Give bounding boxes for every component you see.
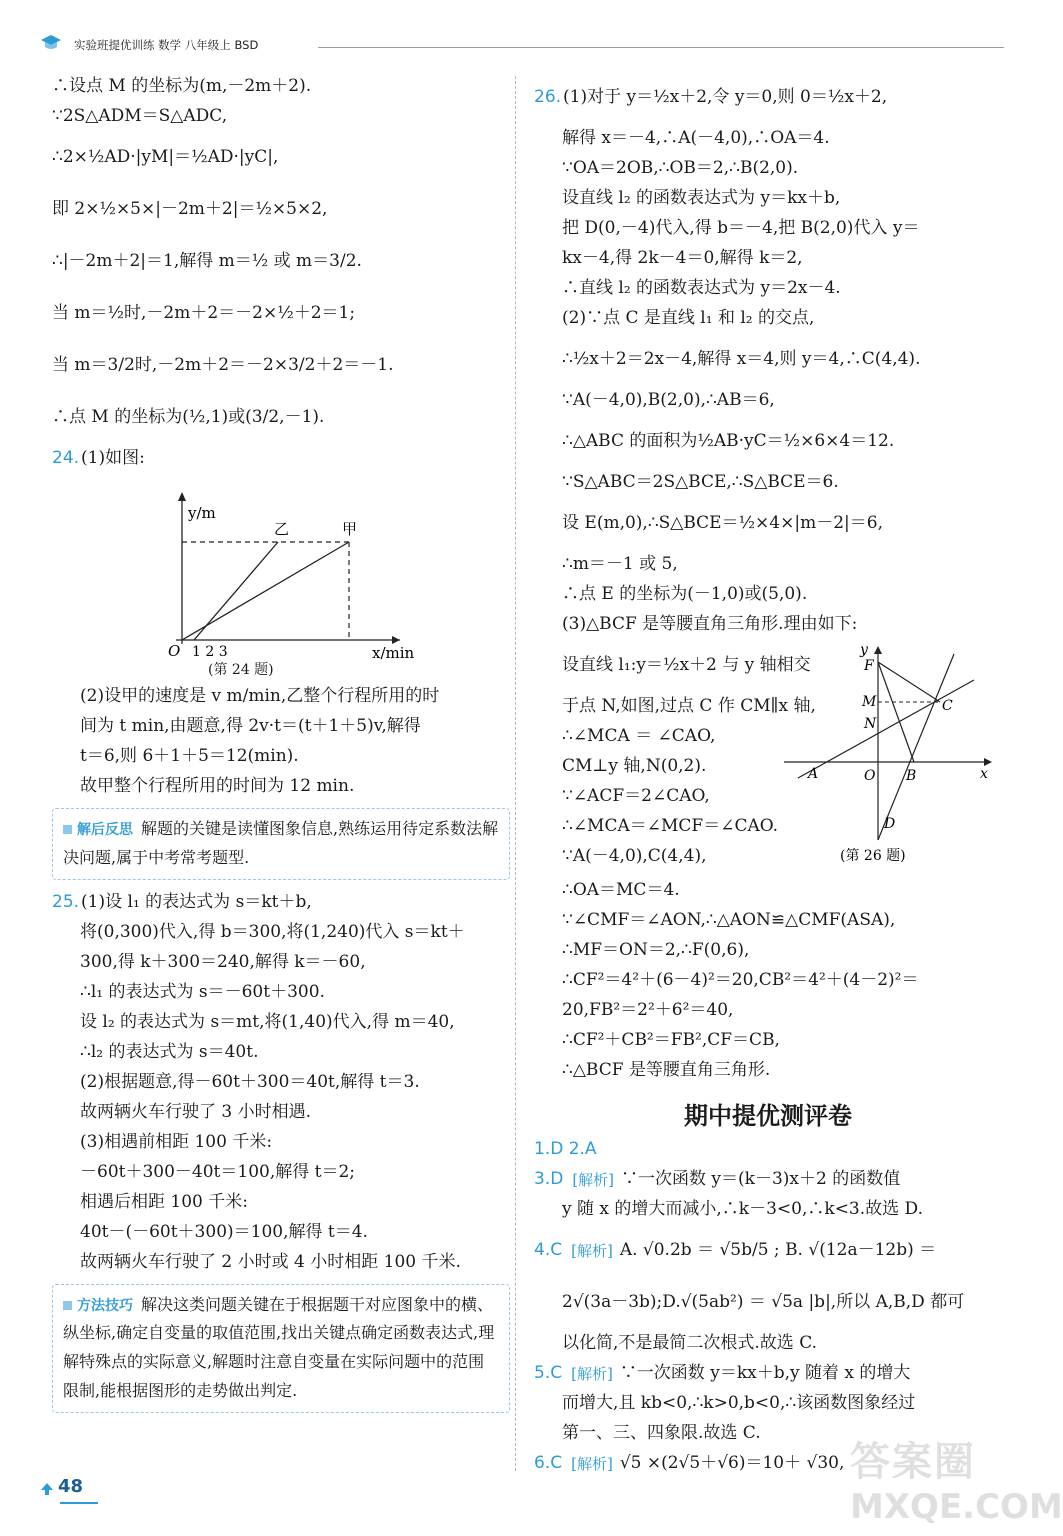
q26-line: 于点 N,如图,过点 C 作 CM∥x 轴, [562,696,816,717]
y-axis-arrow [178,492,186,501]
y-axis-arrow [874,646,882,654]
analysis-tag: [解析] [571,1364,613,1383]
header-rule [318,47,1004,48]
answer-text: ∵一次函数 y＝(k－3)x＋2 的函数值 [621,1169,901,1190]
q26-line: ∵A(－4,0),B(2,0),∴AB＝6, [562,390,775,411]
tick-labels: 1 2 3 [192,644,228,660]
answer-number: 1.D 2.A [534,1139,597,1160]
solution-line: 当 m＝½时,－2m＋2＝－2×½＋2＝1; [52,303,356,324]
q25-line: 故两辆火车行驶了 3 小时相遇. [80,1101,312,1122]
q26-line: ∴∠MCA ＝ ∠CAO, [562,726,716,747]
method-tag: 方法技巧 [63,1298,133,1314]
answer-number: 4.C [534,1240,563,1261]
reflection-note [52,808,510,880]
reflection-tag: 解后反思 [63,822,133,838]
solution-line: 即 2×½×5×|－2m＋2|＝½×5×2, [52,199,328,220]
q25-line: 设 l₂ 的表达式为 s＝mt,将(1,40)代入,得 m＝40, [80,1011,455,1032]
question-24 [52,444,510,474]
graduation-cap-icon [40,34,62,52]
figure-26-caption: (第 26 题) [840,848,906,864]
figure-24 [52,474,510,660]
q25-line: 故两辆火车行驶了 2 小时或 4 小时相距 100 千米. [80,1251,461,1272]
q25-line: ∴l₂ 的表达式为 s＝40t. [80,1041,259,1062]
label-b: B [906,768,917,784]
question-number: 25. [52,891,80,912]
method-note [52,1284,510,1413]
section-title: 期中提优测评卷 [684,1102,852,1130]
answer-text: 以化简,不是最简二次根式.故选 C. [562,1333,818,1354]
q26-line: 把 D(0,－4)代入,得 b＝－4,把 B(2,0)代入 y＝ [562,218,920,239]
q25-line: 将(0,300)代入,得 b＝300,将(1,240)代入 s＝kt＋ [80,921,465,942]
q26-line: 设 E(m,0),∴S△BCE＝½×4×|m－2|＝6, [562,513,883,534]
answer-text: ∵一次函数 y＝kx＋b,y 随着 x 的增大 [619,1363,911,1384]
q26-line: ∴m＝－1 或 5, [562,554,678,575]
q26-line: ∴MF＝ON＝2,∴F(0,6), [562,940,750,961]
q26-line: (2)∵点 C 是直线 l₁ 和 l₂ 的交点, [562,308,815,329]
segment-fb [878,662,914,762]
q26-line: ∵S△ABC＝2S△BCE,∴S△BCE＝6. [562,472,839,493]
label-m: M [862,694,877,710]
answer-text: y 随 x 的增大而减小,∴k－3<0,∴k<3.故选 D. [562,1199,923,1220]
q25-line: 40t－(－60t＋300)＝100,解得 t＝4. [80,1221,368,1242]
q26-line: 解得 x＝－4,∴A(－4,0),∴OA＝4. [562,128,830,149]
q25-line: ∴l₁ 的表达式为 s＝－60t＋300. [80,981,325,1002]
label-a: A [808,766,819,782]
q24-line: t＝6,则 6＋1＋5＝12(min). [80,746,299,767]
method-text: 解决这类问题关键在于根据题干对应图象中的横、纵坐标,确定自变量的取值范围,找出关键点确定函数表达式,理解特殊点的实际意义,解题时注意自变量在实际问题中的范围限制,能根据图形的走势做出判定. [63,1294,495,1400]
page-number: 48 [58,1476,84,1497]
q26-line: 20,FB²＝2²＋6²＝40, [562,1000,734,1021]
solution-line: 当 m＝3/2时,－2m＋2＝－2×3/2＋2＝－1. [52,355,394,376]
q26-line: ∴∠MCA＝∠MCF＝∠CAO. [562,816,779,837]
q25-line: (2)根据题意,得－60t＋300＝40t,解得 t＝3. [80,1071,420,1092]
q24-line: (2)设甲的速度是 v m/min,乙整个行程所用的时 [80,686,440,707]
q25-line: －60t＋300－40t＝100,解得 t＝2; [80,1161,356,1182]
label-f: F [864,658,874,674]
x-axis-arrow [984,758,992,766]
column-divider [515,76,516,1471]
right-column [534,72,1002,1479]
q25-line: (1)设 l₁ 的表达式为 s＝kt＋b, [81,891,312,912]
figure-24-caption: (第 24 题) [208,662,274,679]
answer-text: 第一、三、四象限.故选 C. [562,1423,761,1444]
x-axis-arrow [392,636,400,644]
label-n: N [864,716,877,732]
q26-line: ∴△ABC 的面积为½AB·yC＝½×6×4＝12. [562,431,895,452]
q26-line: 设直线 l₂ 的函数表达式为 y＝kx＋b, [562,188,841,209]
q26-line: ∴CF²＝4²＋(6－4)²＝20,CB²＝4²＋(4－2)²＝ [562,970,919,991]
answer-4 [534,1225,1002,1277]
q26-line: ∴直线 l₂ 的函数表达式为 y＝2x－4. [562,278,841,299]
line-yi-label: 乙 [274,520,290,538]
q24-line: 故甲整个行程所用的时间为 12 min. [80,776,355,797]
label-y: y [860,642,868,658]
q26-line: ∵∠ACF＝2∠CAO, [562,786,710,807]
q26-line: ∴CF²＋CB²＝FB²,CF＝CB, [562,1030,780,1051]
line-l2 [878,654,954,840]
question-24-part1: (1)如图: [81,448,145,469]
answer-number: 6.C [534,1453,563,1474]
q25-line: 相遇后相距 100 千米: [80,1191,248,1212]
label-c: C [942,698,953,714]
line-jia-label: 甲 [342,520,358,538]
question-number: 24. [52,448,80,469]
x-axis-label: x/min [372,644,415,662]
segment-fc [878,662,940,702]
page-header [26,30,996,60]
q26-line: 设直线 l₁:y＝½x＋2 与 y 轴相交 [562,655,811,676]
question-25 [52,888,510,918]
answer-text: A. √0.2b ＝ √5b/5 ; B. √(12a－12b) ＝ [619,1240,937,1261]
analysis-tag: [解析] [571,1454,613,1473]
label-d: D [884,816,896,832]
q26-line: ∴½x＋2＝2x－4,解得 x＝4,则 y＝4,∴C(4,4). [562,349,921,370]
q26-line: kx－4,得 2k－4＝0,解得 k＝2, [562,248,803,269]
header-title: 实验班提优训练 数学 八年级上 BSD [74,38,259,52]
answer-5 [534,1359,1002,1389]
q26-text-beside-figure [534,640,816,872]
solution-line: ∴点 M 的坐标为(½,1)或(3/2,－1). [52,407,325,428]
q26-line: ∴OA＝MC＝4. [562,880,680,901]
analysis-tag: [解析] [572,1170,615,1189]
q26-line: ∴△BCF 是等腰直角三角形. [562,1060,771,1081]
question-26 [534,72,1002,124]
answer-1-2 [534,1135,1002,1165]
solution-line: ∴|－2m＋2|＝1,解得 m＝½ 或 m＝3/2. [52,251,362,272]
left-column [52,72,510,1421]
q25-line: 300,得 k＋300＝240,解得 k＝－60, [80,951,366,972]
q26-line: CM⊥y 轴,N(0,2). [562,756,707,777]
answer-text: 2√(3a－3b);D.√(5ab²) ＝ √5a |b|,所以 A,B,D 都可 [562,1292,965,1313]
answer-3 [534,1165,1002,1195]
figure-26-graph [778,640,1000,866]
page-number-rule [60,1502,98,1504]
watermark-line-2: MXQE.COM [850,1487,1063,1527]
y-axis-label: y/m [188,504,216,522]
watermark-line-1: 答案圈 [850,1439,976,1485]
q26-line: (1)对于 y＝½x＋2,令 y＝0,则 0＝½x＋2, [563,87,888,108]
q26-figure-block [534,640,1002,876]
q26-line: ∵∠CMF＝∠AON,∴△AON≌△CMF(ASA), [562,910,896,931]
q25-line: (3)相遇前相距 100 千米: [80,1131,273,1152]
reflection-text: 解题的关键是读懂图象信息,熟练运用待定系数法解决问题,属于中考常考题型. [63,819,499,867]
answer-number: 5.C [534,1363,563,1384]
question-number: 26. [534,87,562,108]
label-o: O [864,768,876,784]
q26-line: ∴点 E 的坐标为(－1,0)或(5,0). [562,584,808,605]
q26-line: (3)△BCF 是等腰直角三角形.理由如下: [562,614,858,635]
figure-24-graph [52,474,510,660]
answer-text: 而增大,且 kb<0,∴k>0,b<0,∴该函数图象经过 [562,1393,916,1414]
answer-number: 3.D [534,1169,564,1190]
solution-line: ∵2S△ADM＝S△ADC, [52,106,228,127]
q24-line: 间为 t min,由题意,得 2v·t＝(t＋1＋5)v,解得 [80,716,421,737]
label-x: x [980,766,988,782]
q26-line: ∵A(－4,0),C(4,4), [562,846,707,867]
line-l1 [798,680,974,778]
analysis-tag: [解析] [571,1241,613,1260]
solution-line: ∴2×½AD·|yM|＝½AD·|yC|, [52,147,279,168]
solution-line: ∴设点 M 的坐标为(m,－2m＋2). [52,76,312,97]
page-arrow-icon [40,1482,54,1496]
q26-line: ∵OA＝2OB,∴OB＝2,∴B(2,0). [562,158,799,179]
watermark [850,1430,1063,1530]
answer-text: √5 ×(2√5＋√6)＝10＋ √30, [619,1453,845,1474]
origin-label: O [168,642,181,660]
